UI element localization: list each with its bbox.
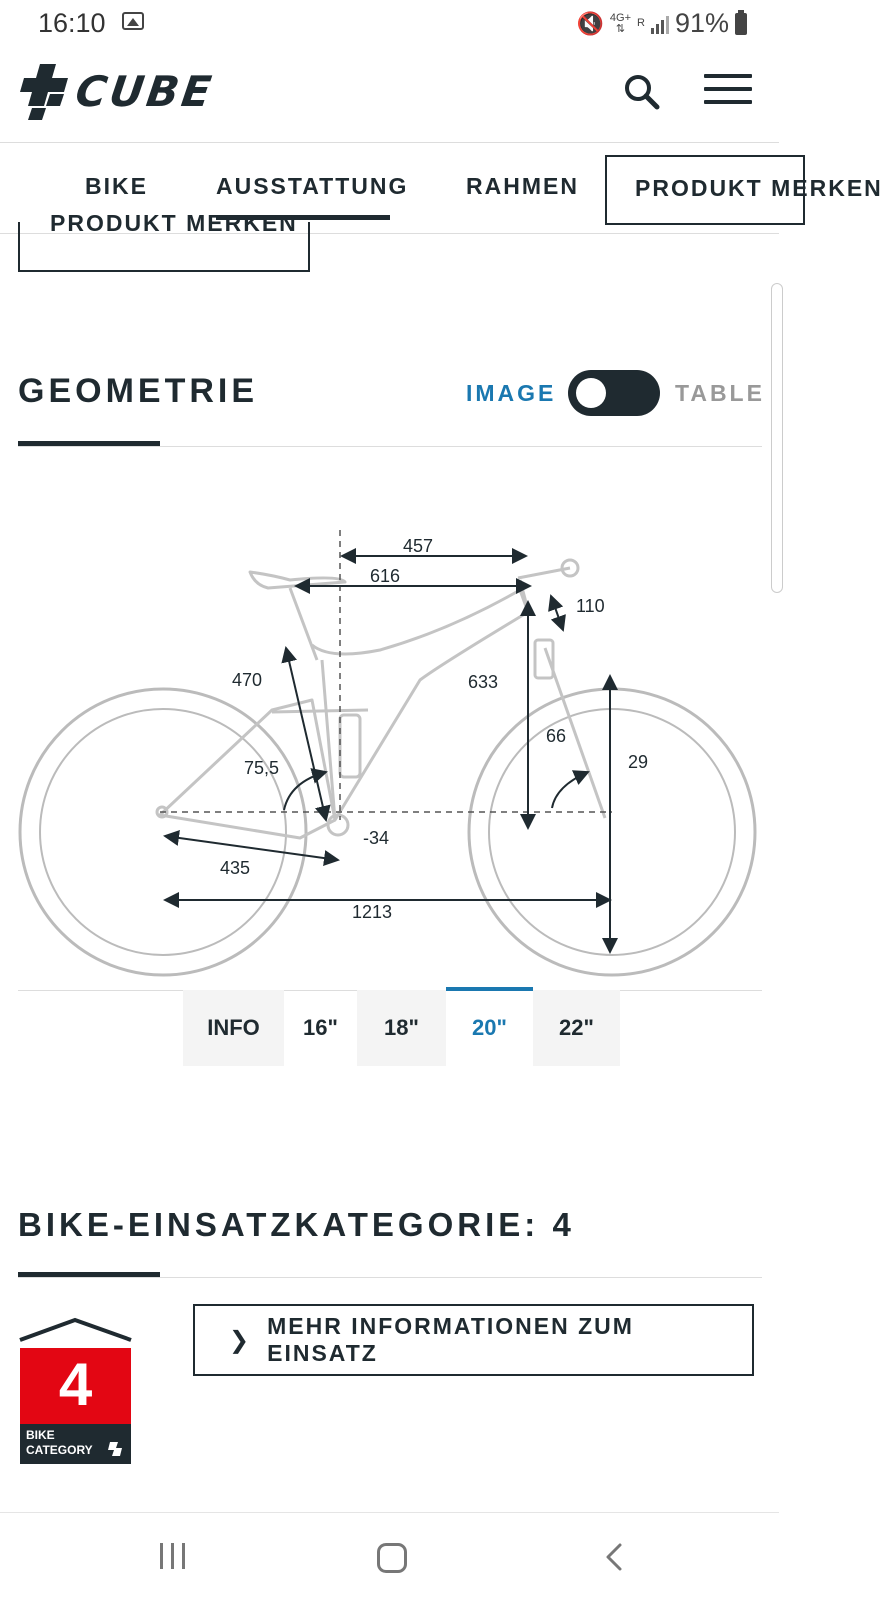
search-button[interactable] xyxy=(622,72,662,112)
remember-product-button-sticky[interactable]: PRODUKT MERKEN xyxy=(605,155,805,225)
recent-apps-icon[interactable] xyxy=(160,1543,185,1569)
cube-logo[interactable] xyxy=(20,62,218,120)
brand-wordmark: CUBE xyxy=(72,66,218,116)
network-indicator: 4G+ ⇅ xyxy=(609,11,631,35)
size-tab-16[interactable]: 16" xyxy=(303,1015,338,1040)
bike-category-badge xyxy=(18,1318,133,1466)
measure-66: 66 xyxy=(546,726,567,746)
toggle-table-label[interactable]: TABLE xyxy=(675,380,765,406)
category-number: 4 xyxy=(58,1351,93,1418)
remember-product-label: PRODUKT MERKEN xyxy=(50,210,298,236)
back-icon[interactable] xyxy=(600,1541,632,1573)
more-info-label: MEHR INFORMATIONEN ZUM EINSATZ xyxy=(267,1313,634,1366)
geometry-rule xyxy=(18,446,762,447)
measure-75-5: 75,5 xyxy=(244,758,280,778)
image-icon xyxy=(122,12,144,30)
category-rule-accent xyxy=(18,1272,160,1277)
image-table-toggle[interactable] xyxy=(568,370,660,416)
chevron-right-icon: ❯ xyxy=(229,1326,252,1354)
front-wheel xyxy=(469,689,755,975)
bike-frame xyxy=(157,560,605,838)
menu-button[interactable] xyxy=(704,74,752,108)
tab-ausstattung[interactable]: AUSSTATTUNG xyxy=(216,173,409,199)
battery-percent: 91% xyxy=(674,8,729,38)
tab-bike[interactable]: BIKE xyxy=(85,173,148,199)
size-tab-20[interactable]: 20" xyxy=(446,990,533,1066)
signal-icon xyxy=(651,14,669,34)
toggle-knob xyxy=(576,378,606,408)
site-header xyxy=(0,52,779,143)
measure-29: 29 xyxy=(628,752,649,772)
search-icon xyxy=(622,72,662,112)
category-caption-line1: BIKE xyxy=(26,1428,55,1442)
size-tab-22[interactable]: 22" xyxy=(533,990,620,1066)
status-time: 16:10 xyxy=(38,8,106,38)
more-info-button[interactable] xyxy=(193,1304,754,1376)
measure-470: 470 xyxy=(232,670,263,690)
measure-633: 633 xyxy=(468,672,499,692)
category-rule xyxy=(18,1277,762,1278)
measure-616: 616 xyxy=(370,566,401,586)
geometry-diagram xyxy=(0,520,779,980)
menu-icon xyxy=(704,74,752,78)
remember-product-button[interactable] xyxy=(18,210,310,272)
size-tab-info[interactable]: INFO xyxy=(183,990,284,1066)
geometry-rule-accent xyxy=(18,441,160,446)
network-type: 4G+ xyxy=(609,11,631,24)
status-bar xyxy=(0,0,779,50)
category-caption-line2: CATEGORY xyxy=(26,1443,93,1457)
system-nav-bar xyxy=(0,1512,779,1601)
measure-1213: 1213 xyxy=(352,902,393,922)
toggle-image-label[interactable]: IMAGE xyxy=(466,380,557,406)
measure-435: 435 xyxy=(220,858,251,878)
category-title: BIKE-EINSATZKATEGORIE: 4 xyxy=(18,1206,575,1243)
tab-rahmen[interactable]: RAHMEN xyxy=(466,173,579,199)
cube-logo-icon xyxy=(20,62,72,120)
battery-icon xyxy=(735,13,747,35)
mute-icon: 🔇 xyxy=(576,10,604,36)
geometry-title: GEOMETRIE xyxy=(18,372,259,410)
size-tab-18[interactable]: 18" xyxy=(357,990,446,1066)
measure-457: 457 xyxy=(403,536,434,556)
roaming-indicator: R xyxy=(637,17,645,29)
measure-minus-34: -34 xyxy=(363,828,390,848)
category-caption xyxy=(26,1428,93,1458)
status-indicators xyxy=(576,8,747,39)
frame-size-tabs xyxy=(183,990,620,1066)
home-icon[interactable] xyxy=(377,1543,407,1573)
measure-110: 110 xyxy=(576,596,605,616)
